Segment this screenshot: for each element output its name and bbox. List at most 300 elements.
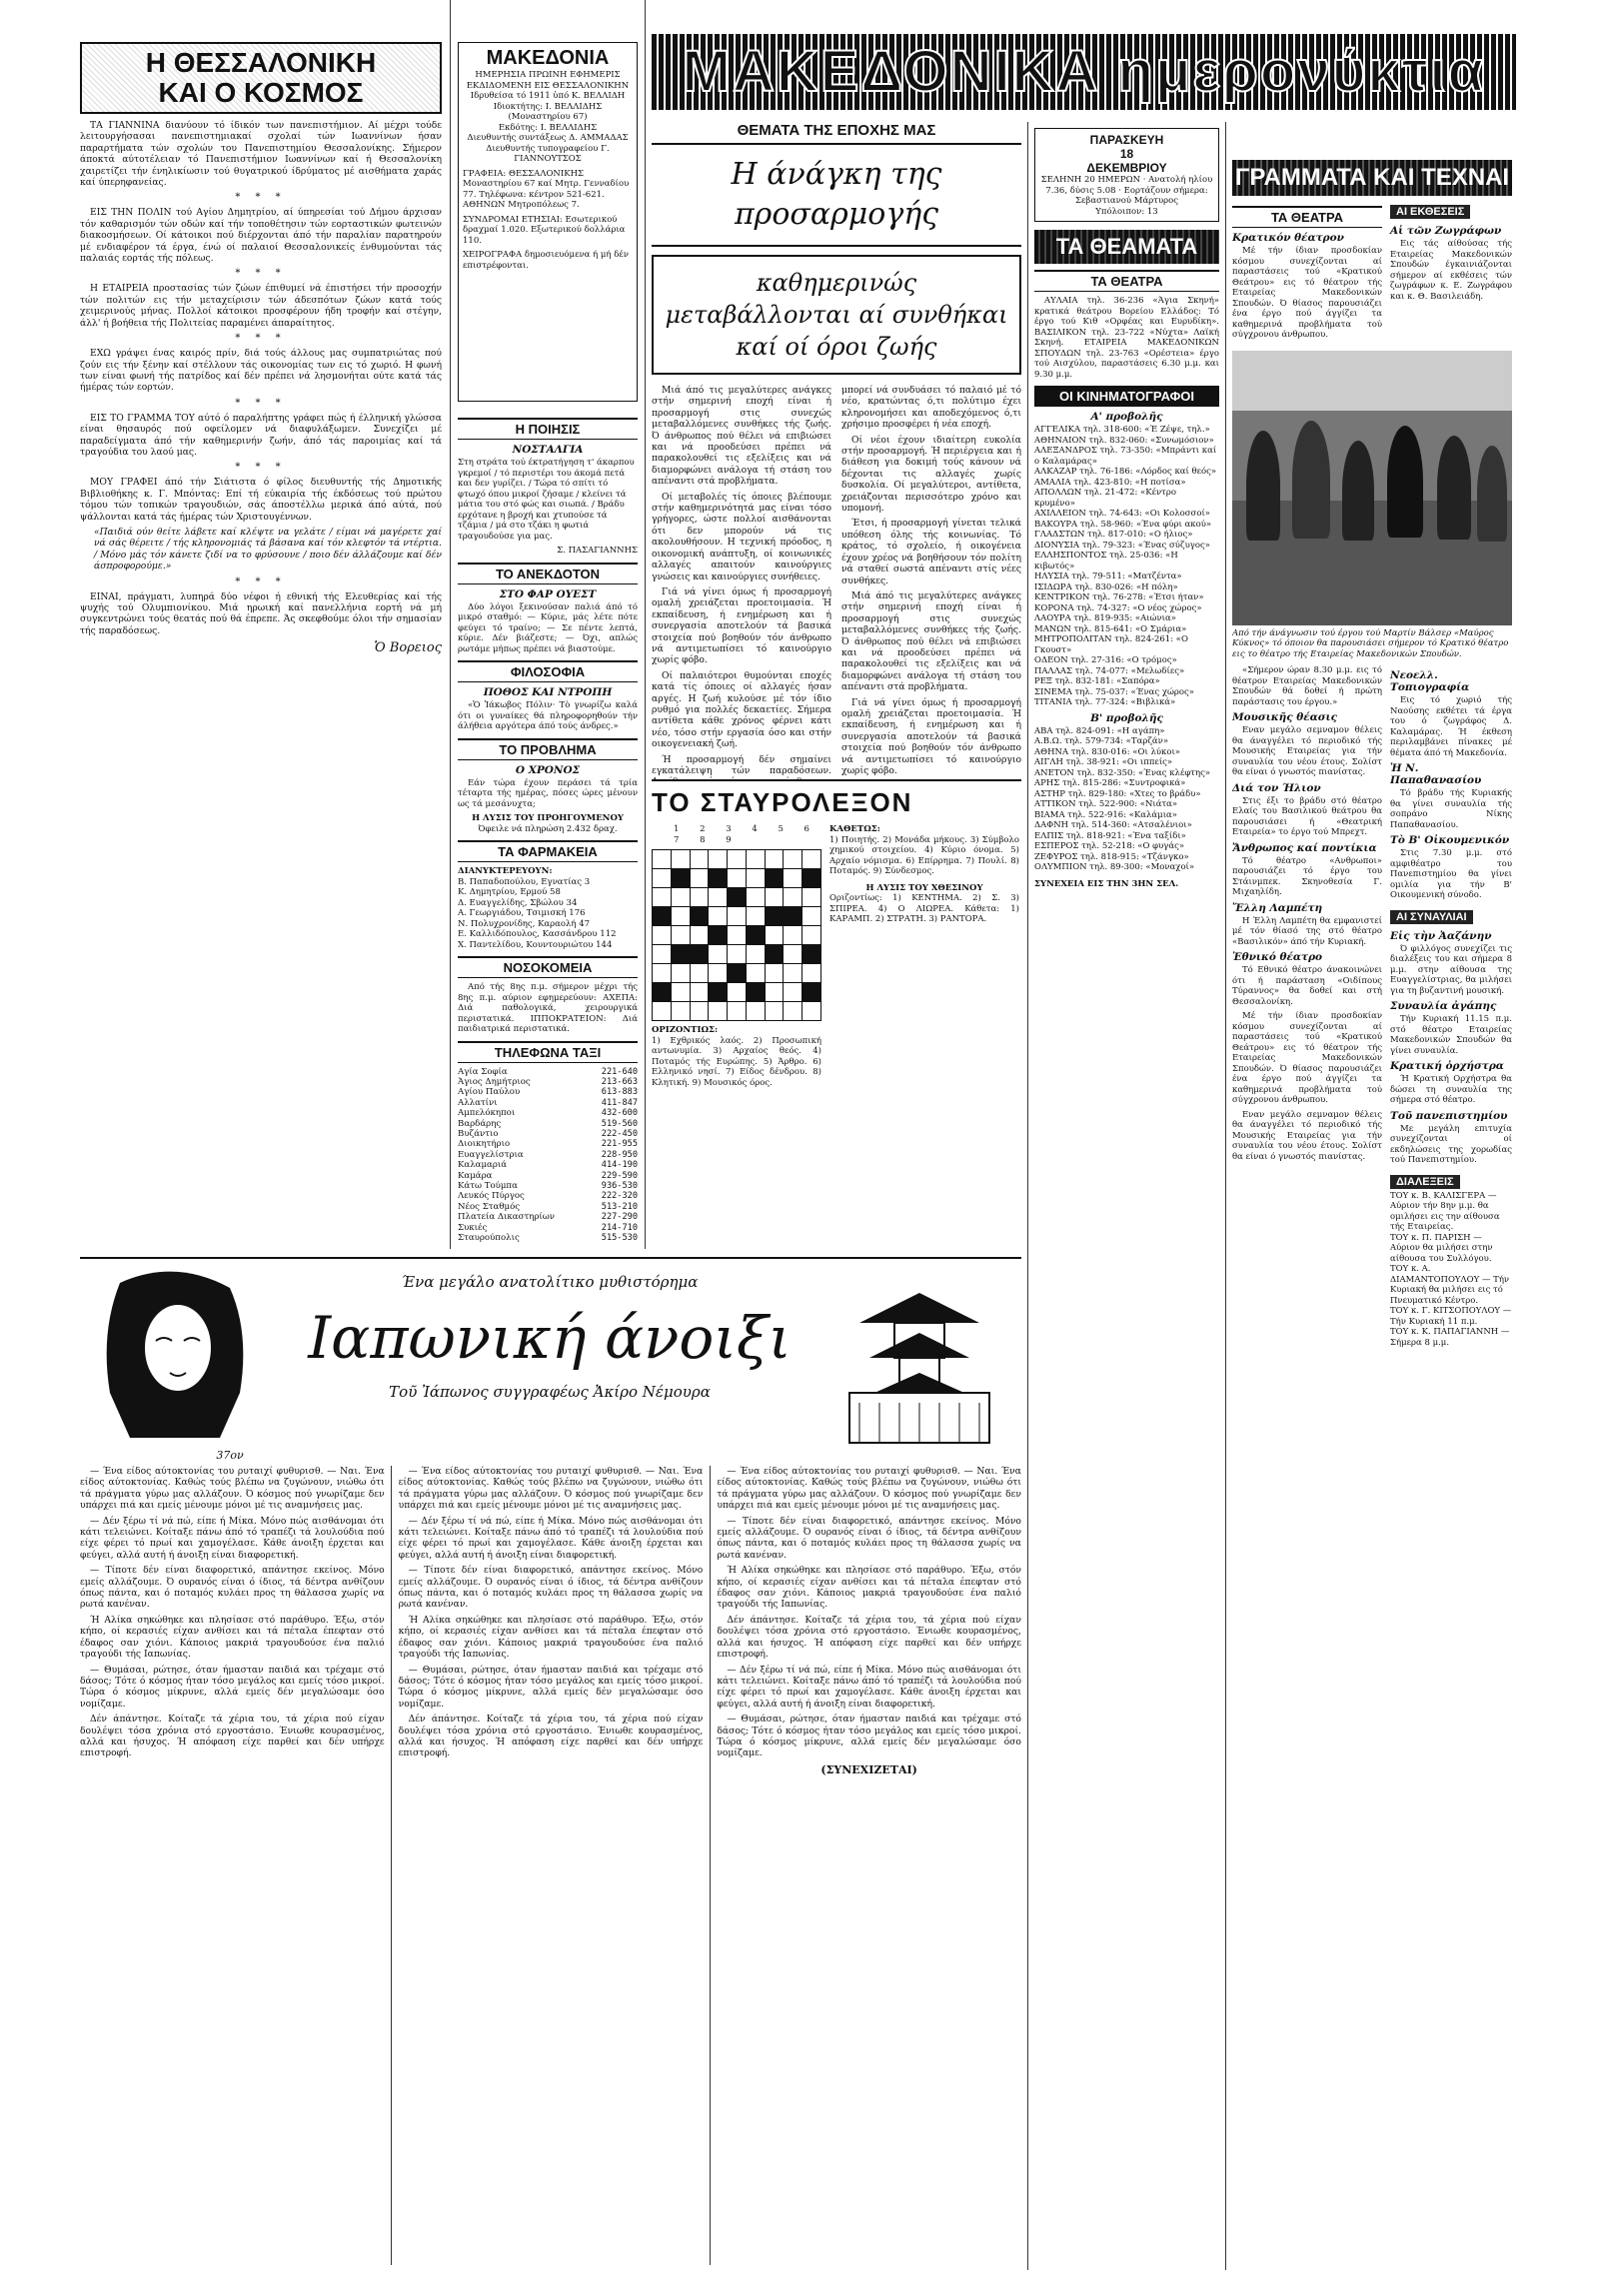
paragraph: Ή Αλίκα σηκώθηκε και πλησίασε στό παράθυρο. Έξω, στόν κήπο, οί κερασιές είχαν ανθίσει και τά πέταλα έπεφταν στό έδαφος σαν χιόνι. Κάποιος μακριά τραγουδούσε ένα παλιό τραγούδι τής Ιαπωνίας.	[717, 1565, 1021, 1611]
paper-subscriptions: ΣΥΝΔΡΟΜΑΙ ΕΤΗΣΙΑΙ: Εσωτερικού δραχμαί 1.020. Εξωτερικού δολλάρια 110.	[463, 214, 626, 246]
crossword-black-cell	[765, 907, 784, 926]
crossword-black-cell	[746, 926, 765, 945]
paragraph: Εναν μεγάλο σεμναμον θέλεις θα άναγγέλει τό περιοδικό τής Μουσικής Εταιρείας για τήν συναυλία του νέου έτους. Σολίστ θα είναι ό γνωστός πιανίστας.	[1232, 1109, 1382, 1162]
paragraph: ΕΙΣ ΤΟ ΓΡΑΜΜΑ ΤΟΥ αύτό ό παραλήπτης γράφει πώς ή έλληνική γλώσσα είναι θησαυρός πού οφείλομεν νά διαφυλάξωμεν. Συνεχίζει μέ παραδείγματα άπό τήν καθημερινήν ζωήν, άπό τάς παροιμίας καί τά τραγούδια του λαού μας.	[80, 412, 442, 458]
section-heading: ΝΟΣΟΚΟΜΕΙΑ	[458, 956, 638, 978]
crossword-cell[interactable]	[671, 983, 690, 1002]
crossword-cell[interactable]	[690, 869, 709, 888]
section-subheading: Εἰς τὴν Ἀαζάνην	[1390, 929, 1492, 942]
paper-notice: ΧΕΙΡΟΓΡΑΦΑ δημοσιευόμενα ή μή δέν επιστρέφονται.	[463, 250, 629, 271]
crossword-cell[interactable]	[728, 983, 747, 1002]
paragraph: Έτσι, ή προσαρμογή γίνεται τελικά υπόθεση όλης τής κοινωνίας. Τό κράτος, τό σχολείο, ή οικογένεια έχουν χρέος νά βοηθήσουν τόν πολίτη νά σταθεί σωστά απέναντι στίς νέες συνθήκες.	[841, 518, 1021, 586]
cinema-entry: ΑΠΟΛΛΩΝ τηλ. 21-472: «Κέντρο κρυμένο»	[1034, 488, 1176, 509]
paragraph: Γιά νά γίνει όμως ή προσαρμογή ομαλή χρειάζεται προετοιμασία. Ή εκπαίδευση, ή ενημέρωση και ή συνεργασία αποτελούν τά βασικά στοιχεία πού βοηθούν τόν άνθρωπο νά αντιμετωπίσει τό καινούργιο χωρίς φόβο.	[841, 696, 1021, 776]
cinema-entry: ΑΛΕΞΑΝΔΡΟΣ τηλ. 73-350: «Μπράντι καί ο Καλαμάρας»	[1034, 446, 1217, 467]
crossword-cell[interactable]	[690, 926, 709, 945]
cinema-entry: ΕΣΠΕΡΟΣ τηλ. 52-218: «Ο φυγάς»	[1034, 841, 1185, 851]
crossword-cell[interactable]	[784, 926, 802, 945]
paragraph: — Δέν ξέρω τί νά πώ, είπε ή Μίκα. Μόνο πώς αισθάνομαι ότι κάτι τελειώνει. Κοίταξε πάνω άπό τό τραπέζι τά λουλούδια πού είχε φέρει τό πρωί και χαμογέλασε. Κάθε άνοιξη έρχεται και φεύγει, αλλά αυτή ή άνοιξη είναι διαφορετική.	[398, 1515, 704, 1561]
cinema-entry: ΓΛΑΔΣΤΩΝ τηλ. 817-010: «Ο ήλιος»	[1034, 530, 1193, 540]
crossword-cell[interactable]	[802, 907, 821, 926]
crossword-grid[interactable]	[652, 849, 821, 1021]
crossword-cell[interactable]	[653, 850, 672, 869]
crossword-cell[interactable]	[784, 869, 802, 888]
cinema-entry: ΑΛΚΑΖΑΡ τηλ. 76-186: «Λόρδος καί θεός»	[1034, 467, 1217, 477]
paragraph: Ή Αλίκα σηκώθηκε και πλησίασε στό παράθυρο. Έξω, στόν κήπο, οί κερασιές είχαν ανθίσει και τά πέταλα έπεφταν στό έδαφος σαν χιόνι. Κάποιος μακριά τραγουδούσε ένα παλιό τραγούδι τής Ιαπωνίας.	[398, 1614, 704, 1661]
pharmacies-subheading: ΔΙΑΝΥΚΤΕΡΕΥΟΥΝ:	[458, 866, 553, 876]
crossword-cell[interactable]	[802, 964, 821, 983]
taxi-phone: 213-663	[601, 1076, 638, 1087]
crossword-black-cell	[653, 907, 672, 926]
crossword-cell[interactable]	[765, 983, 784, 1002]
section-subheading: Τὸ Β' Οἰκουμενικόν	[1390, 834, 1510, 846]
paragraph: Μέ τήν ίδιαν προσδοκίαν κόσμου συνεχίζονται αί παραστάσεις τού «Κρατικού Θεάτρου» εις τό θέατρον τής Εταιρείας Μακεδονικών Σπουδών. Ό θίασος παρουσιάζει ένα έργο πού άγγίζει τα καθημερινά προβλήματα τού σύγχρονου άνθρωπου.	[1232, 246, 1382, 340]
column-signature: Ὁ Βορειος	[374, 640, 442, 656]
taxi-phone: 519-560	[601, 1118, 638, 1129]
down-label: ΚΑΘΕΤΩΣ:	[829, 824, 880, 834]
crossword-cell[interactable]	[765, 964, 784, 983]
paragraph: Γιά νά γίνει όμως ή προσαρμογή ομαλή χρειάζεται προετοιμασία. Ή εκπαίδευση, ή ενημέρωση και ή συνεργασία αποτελούν τά βασικά στοιχεία πού βοηθούν τόν άνθρωπο νά αντιμετωπίσει τό καινούργιο χωρίς φόβο.	[652, 585, 831, 666]
first-run-label: Α' προβολῆς	[1090, 411, 1163, 423]
crossword-cell[interactable]	[653, 964, 672, 983]
cinema-entry: ΑΒΑ τηλ. 824-091: «Η αγάπη»	[1034, 725, 1165, 736]
cinema-entry: ΠΑΛΛΑΣ τηλ. 74-077: «Μελωδίες»	[1034, 665, 1185, 676]
taxi-phone: 222-320	[601, 1191, 638, 1202]
paragraph: ΕΙΣ ΤΗΝ ΠΟΛΙΝ τού Αγίου Δημητρίου, αί ύπηρεσίαι τού Δήμου άρχισαν τόν καθαρισμόν τών οδών καί τήν τοποθέτησιν τών εορταστικών φωτεινών διακοσμήσεων. Οί κάτοικοι πού διέρχονται άπό τήν παραλίαν παρατηρούν μέ ενδιαφέρον τά έργα, ένώ οί παλαιοί Θεσσαλονικείς ένθυμούνται τάς παλαιάς εορτάς τής πόλεως.	[80, 207, 442, 265]
paragraph: — Δέν ξέρω τί νά πώ, είπε ή Μίκα. Μόνο πώς αισθάνομαι ότι κάτι τελειώνει. Κοίταξε πάνω άπό τό τραπέζι τά λουλούδια πού είχε φέρει τό πρωί και χαμογέλασε. Κάθε άνοιξη έρχεται και φεύγει, αλλά αυτή ή άνοιξη είναι διαφορετική.	[717, 1664, 1021, 1710]
column-title	[80, 42, 442, 114]
cinema-entry: ΑΙΓΛΗ τηλ. 38-921: «Οι ιππείς»	[1034, 757, 1173, 767]
paper-info: Διευθυντής συντάξεως Δ. ΑΜΜΑΔΑΣ	[467, 133, 629, 143]
crossword-black-cell	[709, 926, 728, 945]
paragraph: Ό φιλλόγος συνεχίζει τις διαλέξεις του και σήμερα 8 μ.μ. στην αίθουσα της Ευαγγελίστριας, θα μιλήσει για τη βυζαντινή μουσική.	[1390, 943, 1512, 996]
cinema-entry: ΒΙΑΜΑ τηλ. 522-916: «Καλάμια»	[1034, 809, 1177, 820]
taxi-row	[458, 1171, 638, 1181]
paragraph: — Ένα είδος αύτοκτονίας του ρυταιχί φυθυρισθ. — Ναι. Ένα είδος αύτοκτονίας. Καθώς τούς βλέπω να ζυγώνουν, νιώθω ότι τά πράγματα γύρω μας αλλάζουν. Ό κόσμος πού γνωρίζαμε δεν υπάρχει πιά και εμείς μένουμε μόνοι μέ τις αναμνήσεις μας.	[80, 1466, 385, 1512]
cinema-entry: ΡΕΞ τηλ. 832-181: «Σαπόρα»	[1034, 676, 1160, 686]
crossword-cell[interactable]	[746, 869, 765, 888]
crossword-cell[interactable]	[784, 888, 802, 907]
date-details: ΣΕΛΗΝΗ 20 ΗΜΕΡΩΝ · Ανατολή ηλίου 7.36, δύσις 5.08 · Εορτάζουν σήμερα: Σεβαστιανού Μάρτυρος	[1040, 175, 1213, 206]
day: 18	[1119, 147, 1134, 161]
cinema-entry: ΚΟΡΟΝΑ τηλ. 74-327: «Ο νέος χώρος»	[1034, 602, 1202, 613]
taxi-row	[458, 1160, 638, 1170]
cinema-entry: ΔΙΟΝΥΣΙΑ τηλ. 79-323: «Ένας σύζυγος»	[1034, 540, 1210, 551]
cinema-entry: ΑΧΙΛΛΕΙΟΝ τηλ. 74-643: «Οι Κολοσσοί»	[1034, 509, 1210, 519]
section-subheading: Τοῦ πανεπιστημίου	[1390, 1109, 1508, 1122]
solution-label: Η ΛΥΣΙΣ ΤΟΥ ΧΘΕΣΙΝΟΥ	[865, 882, 983, 893]
crossword-cell[interactable]	[690, 964, 709, 983]
cinemas-heading: ΟΙ ΚΙΝΗΜΑΤΟΓΡΑΦΟΙ	[1034, 386, 1219, 407]
novel-body	[80, 1466, 1021, 2265]
taxi-row	[458, 1181, 638, 1191]
crossword-cell[interactable]	[784, 1002, 802, 1021]
section-subheading: ΠΟΘΟΣ ΚΑΙ ΝΤΡΟΠΗ	[483, 686, 613, 698]
section-subheading: Κρατικόν θέατρον	[1232, 232, 1344, 244]
separator: * * *	[235, 268, 287, 280]
cinema-entry: ΑΘΗΝΑΙΟΝ τηλ. 832-060: «Συνωμόσιον»	[1034, 435, 1214, 446]
section-subheading: Ἄνθρωπος καί ποντίκια	[1232, 841, 1377, 854]
lecture-entry: ΤΟΥ κ. Γ. ΚΙΤΣΟΠΟΥΛΟΥ — Τήν Κυριακή 11 π.μ.	[1390, 1306, 1512, 1327]
pharmacy-entry: Ε. Καλλιδόπουλος, Κασσάνδρου 112	[458, 929, 617, 939]
paragraph: Στις 7.30 μ.μ. στό αμφιθέατρο του Πανεπιστημίου θα γίνει ομιλία για τήν Β' Οικουμενική σύνοδο.	[1390, 848, 1512, 900]
lecture-list	[1390, 1191, 1512, 1349]
crossword-cell[interactable]	[728, 850, 747, 869]
section-heading: Η ΠΟΙΗΣΙΣ	[458, 418, 638, 440]
solution-text: Οριζοντίως: 1) ΚΕΝΤΗΜΑ. 2) Σ. 3) ΣΠΙΡΕΑ. 4) Ο ΛΙΩΡΕΑ. Κάθετα: 1) ΚΑΡΑΜΠ. 2) ΣΤΡΑΤΗ. 3) ΡΑΝΤΟΡΑ.	[829, 893, 1019, 924]
feature-kicker: ΘΕΜΑΤΑ ΤΗΣ ΕΠΟΧΗΣ ΜΑΣ	[737, 122, 936, 139]
taxi-stand: Αγίου Παύλου	[458, 1087, 521, 1098]
taxi-row	[458, 1191, 638, 1201]
novel-serial	[80, 1257, 1021, 2288]
crossword-cell[interactable]	[709, 964, 728, 983]
lecture-entry: ΤΟΥ κ. Β. ΚΑΛΙΣΓΕΡΑ — Αύριον τήν 8ην μ.μ. θα ομιλήσει εις την αίθουσα τής Εταιρείας.	[1390, 1190, 1500, 1232]
crossword-cell[interactable]	[746, 1002, 765, 1021]
paragraph: Εις τάς αίθούσας τής Εταιρείας Μακεδονικών Σπουδών έγκαινιάζονται σήμερον αί εκθέσεις τών ζωγράφων κ. Ε. Ζωγράφου και κ. Θ. Βασιλειάδη.	[1390, 239, 1512, 302]
taxi-phone: 222-450	[601, 1128, 638, 1139]
masthead-title: ΜΑΚΕΔΟΝΙΚΑ ημερονύκτια	[652, 34, 1516, 110]
section-subheading: Αἱ τῶν Ζωγράφων	[1390, 225, 1502, 237]
crossword-cell[interactable]	[709, 888, 728, 907]
taxi-stand: Λευκός Πύργος	[458, 1191, 525, 1202]
pagoda-illustration	[839, 1263, 999, 1448]
pharmacy-entry: Κ. Δημητρίου, Ερμού 58	[458, 887, 561, 897]
paragraph: — Τίποτε δέν είναι διαφορετικό, απάντησε εκείνος. Μόνο εμείς αλλάζουμε. Ό ουρανός είναι ό ίδιος, τά δέντρα ανθίζουν όπως πάντα, και ό ποταμός κυλάει προς τη θάλασσα χωρίς να ρωτά κανέναν.	[717, 1515, 1021, 1561]
section-subheading: Διά τον Ήλιον	[1232, 781, 1321, 794]
column-title-line-2: ΚΑΙ Ο ΚΟΣΜΟΣ	[158, 77, 364, 108]
paragraph: — Τίποτε δέν είναι διαφορετικό, απάντησε εκείνος. Μόνο εμείς αλλάζουμε. Ό ουρανός είναι ό ίδιος, τά δέντρα ανθίζουν όπως πάντα, και ό ποταμός κυλάει προς τη θάλασσα χωρίς να ρωτά κανέναν.	[80, 1565, 385, 1611]
crossword-cell[interactable]	[746, 964, 765, 983]
month: ΔΕΚΕΜΒΡΙΟΥ	[1086, 161, 1167, 175]
novel-header	[80, 1259, 1021, 1449]
novel-title: Ιαπωνική άνοιξι	[308, 1304, 792, 1372]
taxi-row	[458, 1119, 638, 1129]
crossword-cell[interactable]	[784, 945, 802, 964]
paragraph: Τό θέατρο «Ανθρωποι» παρουσιάζει τό έργο του Στάινμπεκ. Σκηνοθεσία Γ. Μιχαηλίδη.	[1232, 855, 1382, 897]
divider	[450, 0, 451, 1249]
section-subheading: Μουσικῆς θέασις	[1232, 711, 1337, 723]
section-subheading: Ἐθνικό θέατρο	[1232, 951, 1323, 963]
taxi-phone-table	[458, 1067, 638, 1244]
crossword-black-cell	[802, 869, 821, 888]
paper-info: Ιδιοκτήτης: Ι. ΒΕΛΛΙΔΗΣ (Μοναστηρίου 67)	[493, 101, 603, 122]
paragraph: Οί παλαιότεροι θυμούνται εποχές κατά τίς όποιες οί αλλαγές ήσαν αργές. Η ζωή κυλούσε μέ τόν ίδιο ρυθμό για πολλές δεκαετίες. Σήμερα αντίθετα κάθε χρόνος φέρνει κάτι νέο, τόσο στήν εργασία όσο και στήν οικογενειακή ζωή.	[652, 669, 831, 750]
crossword-column-numbers: 1 2 3 4 5 6 7 8 9	[674, 824, 818, 845]
poem: «Παιδιά ούν θείτε λάβετε καί κλέψτε να γελάτε / είμαι νά μαγέρετε χαί νά σάς θέρειτε / τής κληρονομιάς τά βάσανα καί τόν κλεφτόν τά ντέρτια. / Μόνο μάς τόν κάνετε ζιδί να το φρύσουνε / ποιο δέν άλλάζουμε καί δέν άσπροφορούμε.»	[94, 526, 442, 573]
section-heading: ΑΙ ΣΥΝΑΥΛΙΑΙ	[1390, 910, 1473, 924]
taxi-stand: Σταυρούπολις	[458, 1233, 520, 1243]
previous-solution-label: Η ΛΥΣΙΣ ΤΟΥ ΠΡΟΗΓΟΥΜΕΝΟΥ	[472, 813, 624, 823]
paragraph: Με μεγάλη επιτυχία συνεχίζονται οί εκδηλώσεις της χορωδίας τού Πανεπιστημίου.	[1390, 1123, 1512, 1165]
section-heading: ΤΑ ΘΕΑΤΡΑ	[1232, 206, 1382, 228]
separator: * * *	[235, 462, 287, 474]
crossword-cell[interactable]	[671, 907, 690, 926]
paper-offices: ΓΡΑΦΕΙΑ: ΘΕΣΣΑΛΟΝΙΚΗΣ Μοναστηρίου 67 καί Μητρ. Γενναδίου 77. Τηλέφωνα: κέντρον 521-621. ΑΘΗΝΩΝ Μητροπόλεως 7.	[463, 168, 630, 210]
crossword-cell[interactable]	[765, 850, 784, 869]
cinema-entry: ΗΛΥΣΙΑ τηλ. 79-511: «Ματζέντα»	[1034, 572, 1182, 581]
lecture-entry: ΤΟΥ κ. Κ. ΠΑΠΑΓΙΑΝΝΗ — Σήμερα 8 μ.μ.	[1390, 1327, 1510, 1348]
cinema-entry: ΙΣΙΔΩΡΑ τηλ. 830-026: «Η πόλη»	[1034, 581, 1178, 592]
paragraph: — Θυμάσαι, ρώτησε, όταν ήμασταν παιδιά και τρέχαμε στό δάσος; Τότε ό κόσμος ήταν τόσο μεγάλος και εμείς τόσο μικροί. Τώρα ό κόσμος μίκρυνε, αλλά εμείς δέν μεγαλώσαμε όσο νομίζαμε.	[398, 1664, 704, 1710]
paragraph: Δέν άπάντησε. Κοίταζε τά χέρια του, τά χέρια πού είχαν δουλέψει τόσα χρόνια στό εργοστάσιο. Ένιωθε κουρασμένος, αλλά και ήσυχος. Ή απόφαση είχε παρθεί και δέν υπήρχε επιστροφή.	[80, 1714, 385, 1759]
divider	[645, 0, 646, 1249]
crossword-cell[interactable]	[653, 869, 672, 888]
feature-subtitle: καθημερινώς μεταβάλλονται αί συνθήκαι καί οί όροι ζωής	[652, 255, 1021, 375]
crossword-cell[interactable]	[784, 850, 802, 869]
divider	[1225, 122, 1226, 2270]
cinema-entry: ΑΘΗΝΑ τηλ. 830-016: «Οι λύκοι»	[1034, 746, 1180, 757]
crossword-cell[interactable]	[653, 888, 672, 907]
section-subheading: Ἔλλη Λαμπέτη	[1232, 901, 1323, 914]
taxi-stand: Βαρδάρης	[458, 1118, 502, 1129]
continued-marker: (ΣΥΝΕΧΙΖΕΤΑΙ)	[820, 1762, 917, 1776]
paragraph: — Τίποτε δέν είναι διαφορετικό, απάντησε εκείνος. Μόνο εμείς αλλάζουμε. Ό ουρανός είναι ό ίδιος, τά δέντρα ανθίζουν όπως πάντα, και ό ποταμός κυλάει προς τη θάλασσα χωρίς να ρωτά κανέναν.	[398, 1565, 704, 1611]
paragraph: Τό Εθνικό θέατρο άνακοινώνει ότι ή παράσταση «Οιδίπους Τύραννος» θα δοθεί και στή Θεσσαλονίκη.	[1232, 965, 1382, 1007]
theatres-text: ΑΥΛΑΙΑ τηλ. 36-236 «Άγια Σκηνή» κρατικά θεάτρου Βορείου Ελλάδος: Τό έργο τού Κιθ «Ορφέας και Ευρυδίκη». ΒΑΣΙΛΙΚΟΝ τηλ. 23-722 «Νύχτα» Λαϊκή Σκηνή. ΕΤΑΙΡΕΙΑ ΜΑΚΕΔΟΝΙΚΩΝ ΣΠΟΥΔΩΝ τηλ. 23-763 «Ορέστεια» έργο τού Αισχύλου, παραστάσεις 6.30 μ.μ. και 9.30 μ.μ.	[1034, 296, 1219, 380]
taxi-row	[458, 1202, 638, 1212]
crossword-cell[interactable]	[746, 850, 765, 869]
taxi-row	[458, 1212, 638, 1222]
date-and-shows	[1034, 128, 1219, 2276]
taxi-row	[458, 1233, 638, 1243]
problem-text: Εάν τώρα έχουν περάσει τά τρία τέταρτα τής ημέρας, πόσες ώρες μένουν ως τά μεσάνυχτα;	[458, 777, 638, 809]
paragraph: — Θυμάσαι, ρώτησε, όταν ήμασταν παιδιά και τρέχαμε στό δάσος; Τότε ό κόσμος ήταν τόσο μεγάλος και εμείς τόσο μικροί. Τώρα ό κόσμος μίκρυνε, αλλά εμείς δέν μεγαλώσαμε όσο νομίζαμε.	[717, 1714, 1021, 1759]
letters-heading: ΓΡΑΜΜΑΤΑ ΚΑΙ ΤΕΧΝΑΙ	[1232, 160, 1512, 196]
cinema-entry: ΑΣΤΗΡ τηλ. 829-180: «Χτες το βράδυ»	[1034, 788, 1201, 799]
crossword-cell[interactable]	[728, 926, 747, 945]
pharmacy-entry: Δ. Ευαγγελίδης, Σβώλου 34	[458, 897, 578, 908]
taxi-stand: Αμπελόκηποι	[458, 1108, 516, 1119]
section-subheading: Ἡ Ν. Παπαθανασίου	[1390, 762, 1482, 786]
taxi-row	[458, 1223, 638, 1233]
taxi-stand: Συκιές	[458, 1222, 488, 1233]
crossword-cell[interactable]	[671, 926, 690, 945]
cinema-entry: ΔΑΦΝΗ τηλ. 514-360: «Ατσαλένιοι»	[1034, 820, 1192, 830]
taxi-stand: Κάτω Τούμπα	[458, 1180, 518, 1191]
date-box	[1034, 128, 1219, 222]
feature-title: Η άνάγκη της προσαρμογής	[652, 143, 1021, 247]
paragraph: Ή προσαρμογή δέν σημαίνει εγκατάλειψη τών παραδόσεων. μπορεί νά συνδυάσει τό παλαιό μέ τό νέο, κρατώντας ό,τι πολύτιμο έχει κληρονομήσει και αποδεχόμενος ό,τι χρήσιμο προσφέρει ή νέα εποχή.	[652, 385, 1021, 776]
paper-info: ΗΜΕΡΗΣΙΑ ΠΡΩΙΝΗ ΕΦΗΜΕΡΙΣ ΕΚΔΙΔΟΜΕΝΗ ΕΙΣ ΘΕΣΣΑΛΟΝΙΚΗΝ	[466, 70, 630, 91]
taxi-row	[458, 1077, 638, 1087]
shows-heading: ΤΑ ΘΕΑΜΑΤΑ	[1034, 230, 1219, 264]
crossword-cell[interactable]	[671, 1002, 690, 1021]
theatres-subheading: ΤΑ ΘΕΑΤΡΑ	[1034, 270, 1219, 292]
novel-kicker: Ένα μεγάλο ανατολίτικο μυθιστόρημα	[401, 1273, 699, 1291]
paragraph: ΕΧΩ γράψει ένας καιρός πρίν, διά τούς άλλους μας συμπατριώτας πού ζούν εις τήν ξένην καί στέλλουν τάς οικονομίας των εις τό χωριό. Η φωνή των είναι φωνή τής πατρίδος καί δέν πρέπει νά λησμονήται ούτε κατά τάς ήμέρας τών εορτών.	[80, 348, 442, 394]
cinema-entry: Α.Β.Ω. τηλ. 579-734: «Ταρζάν»	[1034, 736, 1169, 746]
crossword-cell[interactable]	[690, 1002, 709, 1021]
crossword-black-cell	[709, 869, 728, 888]
chapter-number: 37ον	[216, 1449, 244, 1462]
cinema-entry: ΕΛΠΙΣ τηλ. 818-921: «Ένα ταξίδι»	[1034, 830, 1186, 841]
section-subheading: Νεοελλ. Τοπιογραφία	[1390, 669, 1470, 693]
section-heading: ΔΙΑΛΕΞΕΙΣ	[1390, 1175, 1460, 1189]
hospitals-text: Από τής 8ης π.μ. σήμερον μέχρι τής 8ης π.μ. αύριον εφημερεύουν: ΑΧΕΠΑ: Διά παθολογικά, χειρουργικά περιστατικά. ΙΠΠΟΚΡΑΤΕΙΟΝ: Διά παιδιατρικά περιστατικά.	[458, 982, 638, 1034]
crossword-cell[interactable]	[690, 888, 709, 907]
novel-author: Τοῦ Ἰάπωνος συγγραφέως Ἀκίρο Νέμουρα	[389, 1383, 711, 1401]
paragraph: Τό βράδυ τής Κυριακής θα γίνει συναυλία τής σοπράνο Νίκης Παπαθανασίου.	[1390, 788, 1512, 830]
crossword-cell[interactable]	[671, 850, 690, 869]
taxi-row	[458, 1139, 638, 1149]
crossword-cell[interactable]	[802, 850, 821, 869]
crossword-cell[interactable]	[709, 1002, 728, 1021]
paragraph: Μιά άπό τις μεγαλύτερες ανάγκες στήν σημερινή εποχή είναι ή προσαρμογή στις συνεχώς μεταβαλλόμενες συνθήκες τής ζωής. Ό άνθρωπος πού θέλει νά επιβιώσει και νά προοδεύσει πρέπει νά παρακολουθεί τις εξελίξεις και νά διαμορφώνει ανάλογα τή στάση του απέναντι στά προβλήματα.	[652, 385, 831, 488]
crossword-black-cell	[653, 983, 672, 1002]
paragraph: — Δέν ξέρω τί νά πώ, είπε ή Μίκα. Μόνο πώς αισθάνομαι ότι κάτι τελειώνει. Κοίταξε πάνω άπό τό τραπέζι τά λουλούδια πού είχε φέρει τό πρωί και χαμογέλασε. Κάθε άνοιξη έρχεται και φεύγει, αλλά αυτή ή άνοιξη είναι διαφορετική.	[80, 1515, 385, 1561]
poem-signature: Σ. ΠΑΣΑΓΙΑΝΝΗΣ	[557, 546, 638, 556]
section-heading: ΤΗΛΕΦΩΝΑ ΤΑΞΙ	[458, 1041, 638, 1063]
paragraph: Ή Κρατική Ορχήστρα θα δώσει τη συναυλία της σήμερα στό θέατρο.	[1390, 1074, 1512, 1105]
makedonia-logo: ΜΑΚΕΔΟΝΙΑ	[486, 47, 610, 69]
cinema-entry: ΒΑΚΟΥΡΑ τηλ. 58-960: «Ένα φύρι ακού»	[1034, 519, 1212, 530]
letters-and-arts	[1232, 160, 1512, 2278]
taxi-row	[458, 1098, 638, 1108]
crossword-cell[interactable]	[784, 983, 802, 1002]
cinema-entry: ΑΝΕΤΟΝ τηλ. 832-350: «Ένας κλέφτης»	[1034, 767, 1211, 778]
crossword-cell[interactable]	[653, 926, 672, 945]
pharmacy-entry: Β. Παπαδοπούλου, Εγνατίας 3	[458, 876, 591, 887]
paragraph: ΕΙΝΑΙ, πράγματι, λυπηρά δύο νέφοι ή εθνική τής Ελευθερίας καί τής ψυχής τού Ολυμπιονίκου. Μιά ηρωική καί πανελλήνια εορτή νά μή συγκεντρώνει τούς θεατάς πού θά έπρεπε. Άς σκεφθούμε όλοι τήν σημασίαν τής παραδόσεως.	[80, 590, 442, 636]
taxi-stand: Καμάρα	[458, 1170, 493, 1181]
crossword-black-cell	[728, 964, 747, 983]
crossword-cell[interactable]	[728, 945, 747, 964]
crossword-cell[interactable]	[653, 945, 672, 964]
paper-info: Ιδρυθείσα τό 1911 ὑπό Κ. ΒΕΛΛΙΔΗ	[470, 91, 626, 101]
crossword-cell[interactable]	[671, 964, 690, 983]
taxi-phone: 613-883	[601, 1087, 638, 1098]
first-run-cinema-list	[1034, 425, 1219, 708]
taxi-stand: Αγία Σοφία	[458, 1066, 508, 1077]
crossword-cell[interactable]	[728, 907, 747, 926]
crossword-black-cell	[802, 983, 821, 1002]
crossword-cell[interactable]	[671, 888, 690, 907]
continued-note: ΣΥΝΕΧΕΙΑ ΕΙΣ ΤΗΝ 3ΗΝ ΣΕΛ.	[1034, 878, 1179, 889]
crossword-cell[interactable]	[709, 850, 728, 869]
taxi-stand: Διοικητήριο	[458, 1139, 511, 1150]
crossword-cell[interactable]	[690, 983, 709, 1002]
taxi-row	[458, 1108, 638, 1118]
crossword-cell[interactable]	[746, 888, 765, 907]
second-run-label: Β' προβολῆς	[1090, 711, 1163, 724]
taxi-phone: 228-950	[601, 1149, 638, 1160]
woman-portrait-illustration	[90, 1263, 260, 1448]
section-heading: ΑΙ ΕΚΘΕΣΕΙΣ	[1390, 205, 1470, 219]
main-masthead	[652, 34, 1516, 120]
taxi-stand: Πλατεία Δικαστηρίων	[458, 1212, 556, 1223]
crossword-cell[interactable]	[728, 869, 747, 888]
crossword-cell[interactable]	[765, 888, 784, 907]
lecture-entry: ΤΟΥ κ. Α. ΔΙΑΜΑΝΤΟΠΟΥΛΟΥ — Τήν Κυριακή θα μιλήσει εις τό Πνευματικό Κέντρο.	[1390, 1264, 1510, 1306]
crossword-cell[interactable]	[746, 945, 765, 964]
crossword-black-cell	[784, 907, 802, 926]
crossword-black-cell	[746, 983, 765, 1002]
short-columns	[458, 412, 638, 1291]
paragraph: Εις τό χωριό τής Ναούσης εκθέτει τά έργα του ό ζωγράφος Δ. Καλαμάρας. Ή έκθεση περιλαμβάνει πίνακες μέ θέματα άπό τή Μακεδονία.	[1390, 695, 1512, 758]
cinema-entry: ΜΗΤΡΟΠΟΛΙΤΑΝ τηλ. 824-261: «Ο Γκουστ»	[1034, 634, 1188, 655]
taxi-phone: 229-590	[601, 1170, 638, 1181]
crossword-black-cell	[690, 945, 709, 964]
crossword-cell[interactable]	[709, 907, 728, 926]
crossword-cell[interactable]	[784, 964, 802, 983]
paragraph: ΜΟΥ ΓΡΑΦΕΙ άπό τήν Σιάτιστα ό φίλος διευθυντής τής Δημοτικής Βιβλιοθήκης κ. Γ. Μπόντας: Επί τή εύκαιρία τής έκδόσεως τού πρώτου τόμου τών τοπικών τραγουδιών, σάς άποστέλλω μερικά άπό αύτά, πού ψάλλονται κατά τάς ήμέρας τών Χριστουγέννων.	[80, 477, 442, 523]
pharmacy-list	[458, 877, 638, 951]
crossword-cell[interactable]	[709, 945, 728, 964]
taxi-phone: 221-955	[601, 1139, 638, 1150]
crossword-cell[interactable]	[765, 926, 784, 945]
photo-caption: Από τήν άνάγνωσιν τού έργου τού Μαρτίν Βάλσερ «Μαύρος Κύκνος» τό όποιον θα παρουσιάσει σήμερον τό Κρατικό θέατρο εις το θέατρο τής Εταιρείας Μακεδονικών Σπουδών.	[1232, 627, 1509, 659]
across-label: ΟΡΙΖΟΝΤΙΩΣ:	[652, 1025, 719, 1035]
crossword-section	[652, 779, 1021, 1251]
paragraph: Οί νέοι έχουν ιδιαίτερη ευκολία στήν προσαρμογή. Ή περιέργεια και ή διάθεση για δοκιμή τούς κάνουν νά δέχονται τις αλλαγές χωρίς δυσκολία. Οί μεγαλύτεροι, αντίθετα, χρειάζονται περισσότερο χρόνο και υπομονή.	[841, 434, 1021, 515]
philosophy-text: «Ὁ Ἰάκωβος Πόλιν· Τὸ γνωρίζω καλά ότι οι γυναίκες θά πληροφορηθούν τήν άλήθεια αργότερα άπό τούς άνδρες.»	[458, 700, 638, 731]
crossword-black-cell	[802, 945, 821, 964]
crossword-black-cell	[709, 983, 728, 1002]
crossword-black-cell	[690, 907, 709, 926]
section-subheading: Κρατική ὀρχήστρα	[1390, 1060, 1504, 1072]
separator: * * *	[235, 333, 287, 345]
column-title-line-1: Η ΘΕΣΣΑΛΟΝΙΚΗ	[145, 47, 377, 78]
cinema-entry: ΤΙΤΑΝΙΑ τηλ. 77-324: «Βιβλικά»	[1034, 697, 1176, 707]
taxi-row	[458, 1129, 638, 1139]
down-clues: 1) Ποιητής. 2) Μονάδα μήκους. 3) Σύμβολο χημικού στοιχείου. 4) Κύριο όνομα. 5) Αρχαίο νόμισμα. 6) Επίρρημα. 7) Πουλί. 8) Ποταμός. 9) Σύνδεσμος.	[829, 834, 1019, 876]
taxi-stand: Βυζάντιο	[458, 1128, 499, 1139]
section-heading: ΦΙΛΟΣΟΦΙΑ	[458, 660, 638, 682]
poem-text: Στη στράτα τού έκτρατήγηση τ' άκαρπου γκρεμοί / τό περιστέρι του άκομά πετά και δεν γυρίζει. / Τώρα τό σπίτι τό φτωχό όπου μικροί ζήσαμε / κλείνει τά μάτια του στό φώς και σιωπά. / Βράδυ ερχότανε η βροχή και χτυπούσε τά τζάμια / μά στο τζάκι η φωτιά τραγουδούσε για μας.	[458, 458, 635, 542]
crossword-cell[interactable]	[690, 850, 709, 869]
weekday: ΠΑΡΑΣΚΕΥΗ	[1089, 133, 1164, 147]
cinema-entry: ΛΑΟΥΡΑ τηλ. 819-935: «Αιώνια»	[1034, 613, 1176, 623]
paragraph: ΤΑ ΓΙΑΝΝΙΝΑ διανύουν τό ίδικόν των πανεπιστήμιον. Αί μέχρι τούδε λειτουργήσασαι πανεπιστημιακαί σχολαί τών Ιωαννίνων ήσαν παραρτήματα τών σχολών του Πανεπιστημίου Θεσσαλονίκης. Σήμερον άποκτά αύτοτέλειαν τό Πανεπιστήμιον Ιωαννίνων καί ή Θεσσαλονίκη χαιρετίζει τήν ένηλικίωσιν τού θυγατρικού ίδρύματος μέ αισθήματα χαράς καί ύπερηφανείας.	[80, 120, 442, 189]
taxi-phone: 221-640	[601, 1066, 638, 1077]
cinema-entry: ΕΛΛΗΣΠΟΝΤΟΣ τηλ. 25-036: «Η κιβωτός»	[1034, 551, 1178, 572]
crossword-cell[interactable]	[765, 1002, 784, 1021]
crossword-cell[interactable]	[802, 888, 821, 907]
cinema-entry: ΖΕΦΥΡΟΣ τηλ. 818-915: «Τζάνγκο»	[1034, 851, 1189, 862]
crossword-heading: ΤΟ ΣΤΑΥΡΟΛΕΞΟΝ	[652, 787, 913, 817]
cinema-entry: ΑΤΤΙΚΟΝ τηλ. 522-900: «Νιάτα»	[1034, 799, 1178, 809]
taxi-phone: 411-847	[601, 1097, 638, 1108]
section-subheading: Ο ΧΡΟΝΟΣ	[515, 763, 581, 776]
paper-info: Διευθυντής τυπογραφείου Γ. ΓΙΑΝΝΟΥΤΣΟΣ	[486, 143, 610, 164]
paragraph: — Θυμάσαι, ρώτησε, όταν ήμασταν παιδιά και τρέχαμε στό δάσος; Τότε ό κόσμος ήταν τόσο μεγάλος και εμείς τόσο μικροί. Τώρα ό κόσμος μίκρυνε, αλλά εμείς δέν μεγαλώσαμε όσο νομίζαμε.	[80, 1664, 385, 1710]
taxi-phone: 515-530	[601, 1233, 638, 1243]
crossword-black-cell	[765, 869, 784, 888]
year-remaining: Υπόλοιπον: 13	[1095, 206, 1158, 217]
taxi-stand: Άγιος Δημήτριος	[458, 1076, 531, 1087]
crossword-cell[interactable]	[802, 1002, 821, 1021]
paragraph: Εναν μεγάλο σεμναμον θέλεις θα άναγγέλει τό περιοδικό τής Μουσικής Εταιρείας για τήν συναυλία του νέου έτους. Σολίστ θα είναι ό γνωστός πιανίστας.	[1232, 725, 1382, 777]
feature-body	[652, 385, 1021, 788]
crossword-black-cell	[765, 945, 784, 964]
cinema-entry: ΑΡΗΣ τηλ. 815-286: «Συντροφικά»	[1034, 778, 1186, 788]
paragraph: Δέν άπάντησε. Κοίταζε τά χέρια του, τά χέρια πού είχαν δουλέψει τόσα χρόνια στό εργοστάσιο. Ένιωθε κουρασμένος, αλλά και ήσυχος. Ή απόφαση είχε παρθεί και δέν υπήρχε επιστροφή.	[717, 1614, 1021, 1661]
crossword-cell[interactable]	[728, 1002, 747, 1021]
pharmacy-entry: Α. Γεωργιάδου, Τσιμισκή 176	[458, 908, 586, 918]
pharmacy-entry: Ν. Πολυχρονίδης, Καραολή 47	[458, 918, 591, 929]
crossword-cell[interactable]	[653, 1002, 672, 1021]
taxi-stand: Ευαγγελίστρια	[458, 1149, 524, 1160]
paragraph: Μιά άπό τις μεγαλύτερες ανάγκες στήν σημερινή εποχή είναι ή προσαρμογή στις συνεχώς μεταβαλλόμενες συνθήκες τής ζωής. Ό άνθρωπος πού θέλει νά επιβιώσει και νά προοδεύσει πρέπει νά παρακολουθεί τις εξελίξεις και νά διαμορφώνει ανάλογα τή στάση του απέναντι στά προβλήματα.	[841, 589, 1021, 693]
previous-solution: Όφειλε νά πληρώση 2.432 δραχ.	[478, 823, 618, 834]
taxi-phone: 513-210	[601, 1201, 638, 1212]
paragraph: Οί μεταβολές τίς όποιες βλέπουμε στήν καθημερινότητά μας είναι τόσο γρήγορες, ώστε πολλοί αισθάνονται ότι δεν μπορούν νά τις ακολουθήσουν. Η τεχνική πρόοδος, η οικονομική ανάπτυξη, οί κοινωνικές αλλαγές απαιτούν καινούργιες γνώσεις και καινούργιες συνήθειες.	[652, 491, 831, 582]
pharmacy-entry: Χ. Παντελίδου, Κουντουριώτου 144	[458, 939, 613, 950]
crossword-cell[interactable]	[802, 926, 821, 945]
taxi-phone: 214-710	[601, 1222, 638, 1233]
crossword-cell[interactable]	[746, 907, 765, 926]
taxi-phone: 227-290	[601, 1212, 638, 1223]
